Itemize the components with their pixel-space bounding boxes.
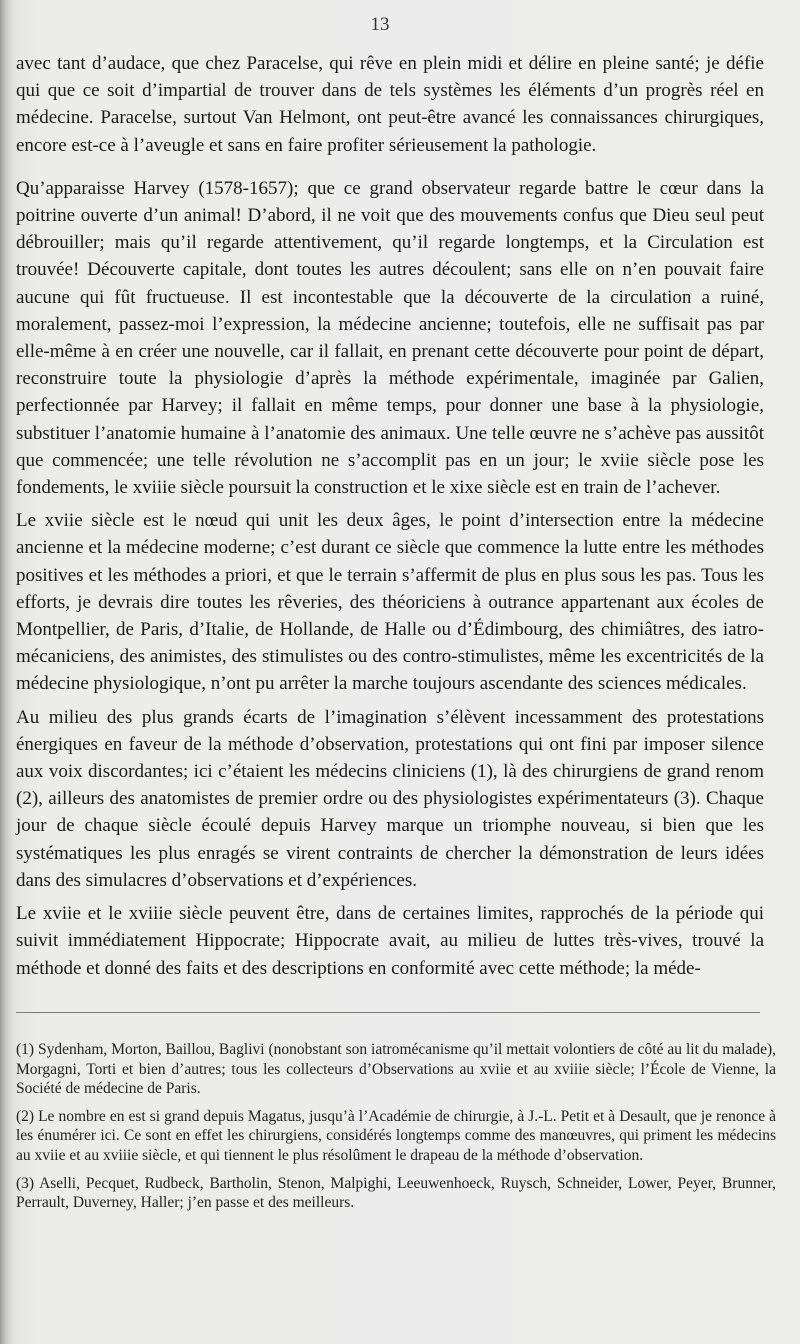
footnote: (2) Le nombre en est si grand depuis Magatus, jusqu’à l’Académie de chirurgie, à J.-L. Petit et à Desault, que je renonce à les énumérer ici. Ce sont en effet les chirurgiens, considérés longtemps comme des manœuvres, qui priment les médecins au xviie et au xviiie siècle, et qui tiennent le plus résolûment le drapeau de la méthode d’observation. xyxy=(16,1107,776,1164)
paragraph: avec tant d’audace, que chez Paracelse, qui rêve en plein midi et délire en pleine santé; je défie qui que ce soit d’impartial de trouver dans de tels systèmes les éléments d’un progrès réel en médecine. Paracelse, surtout Van Helmont, ont peut-être avancé les connaissances chirurgiques, encore est-ce à l’aveugle et sans en faire profiter sérieusement la pathologie. xyxy=(16,53,764,156)
main-text xyxy=(16,50,764,988)
page-number: 13 xyxy=(370,14,390,35)
footnote: (1) Sydenham, Morton, Baillou, Baglivi (nonobstant son iatromécanisme qu’il mettait volontiers de côté au lit du malade), Morgagni, Torti et bien d’autres; tous les collecteurs d’Observations au xviie et au xviiie siècle; l’École de Vienne, la Société de médecine de Paris. xyxy=(16,1041,776,1098)
paragraph: Qu’apparaisse Harvey (1578-1657); que ce grand observateur regarde battre le cœur dans la poitrine ouverte d’un animal! D’abord, il ne voit que des mouvements confus que Dieu seul peut débrouiller; mais qu’il regarde attentivement, qu’il regarde longtemps, et la Circulation est trouvée! Découverte capitale, dont toutes les autres découlent; sans elle on n’en pouvait faire aucune qui fût fructueuse. Il est incontestable que la découverte de la circulation a ruiné, moralement, passez-moi l’expression, la médecine ancienne; toutefois, elle ne suffisait pas par elle-même à en créer une nouvelle, car il fallait, en prenant cette découverte pour point de départ, reconstruire toute la physiologie d’après la méthode expérimentale, imaginée par Galien, perfectionnée par Harvey; il fallait en même temps, pour donner une base à la physiologie, substituer l’anatomie humaine à l’anatomie des animaux. Une telle œuvre ne s’achève pas aussitôt que commencée; une telle révolution ne s’accomplit pas en un jour; le xviie siècle pose les fondements, le xviiie siècle poursuit la construction et le xixe siècle est en train de l’achever. xyxy=(16,177,764,499)
paragraph: Le xviie et le xviiie siècle peuvent être, dans de certaines limites, rapprochés de la période qui suivit immédiatement Hippocrate; Hippocrate avait, au milieu de luttes très-vives, trouvé la méthode et donné des faits et des descriptions en conformité avec cette méthode; la méde- xyxy=(16,903,764,979)
paragraph: Au milieu des plus grands écarts de l’imagination s’élèvent incessamment des protestations énergiques en faveur de la méthode d’observation, protestations qui ont fini par imposer silence aux voix discordantes; ici c’étaient les médecins cliniciens (1), là des chirurgiens de grand renom (2), ailleurs des anatomistes de premier ordre ou des physiologistes expérimentateurs (3). Chaque jour de chaque siècle écoulé depuis Harvey marque un triomphe nouveau, si bien que les systématiques les plus enragés se virent contraints de chercher la démonstration de leurs idées dans des simulacres d’observations et d’expériences. xyxy=(16,706,764,891)
paragraph: Le xviie siècle est le nœud qui unit les deux âges, le point d’intersection entre la médecine ancienne et la médecine moderne; c’est durant ce siècle que commence la lutte entre les méthodes positives et les méthodes a priori, et que le terrain s’affermit de plus en plus sous les pas. Tous les efforts, je devrais dire toutes les rêveries, des théoriciens à outrance appartenant aux écoles de Montpellier, de Paris, d’Italie, de Hollande, de Halle ou d’Édimbourg, des chimiâtres, des iatro-mécaniciens, des animistes, des stimulistes ou des contro-stimulistes, même les excentricités de la médecine physiologique, n’ont pu arrêter la marche toujours ascendante des sciences médicales. xyxy=(16,510,764,695)
footnotes xyxy=(16,1040,776,1221)
footnote: (3) Aselli, Pecquet, Rudbeck, Bartholin, Stenon, Malpighi, Leeuwenhoeck, Ruysch, Schneider, Lower, Peyer, Brunner, Perrault, Duverney, Haller; j’en passe et des meilleurs. xyxy=(16,1174,776,1212)
footnote-divider xyxy=(16,1012,760,1013)
